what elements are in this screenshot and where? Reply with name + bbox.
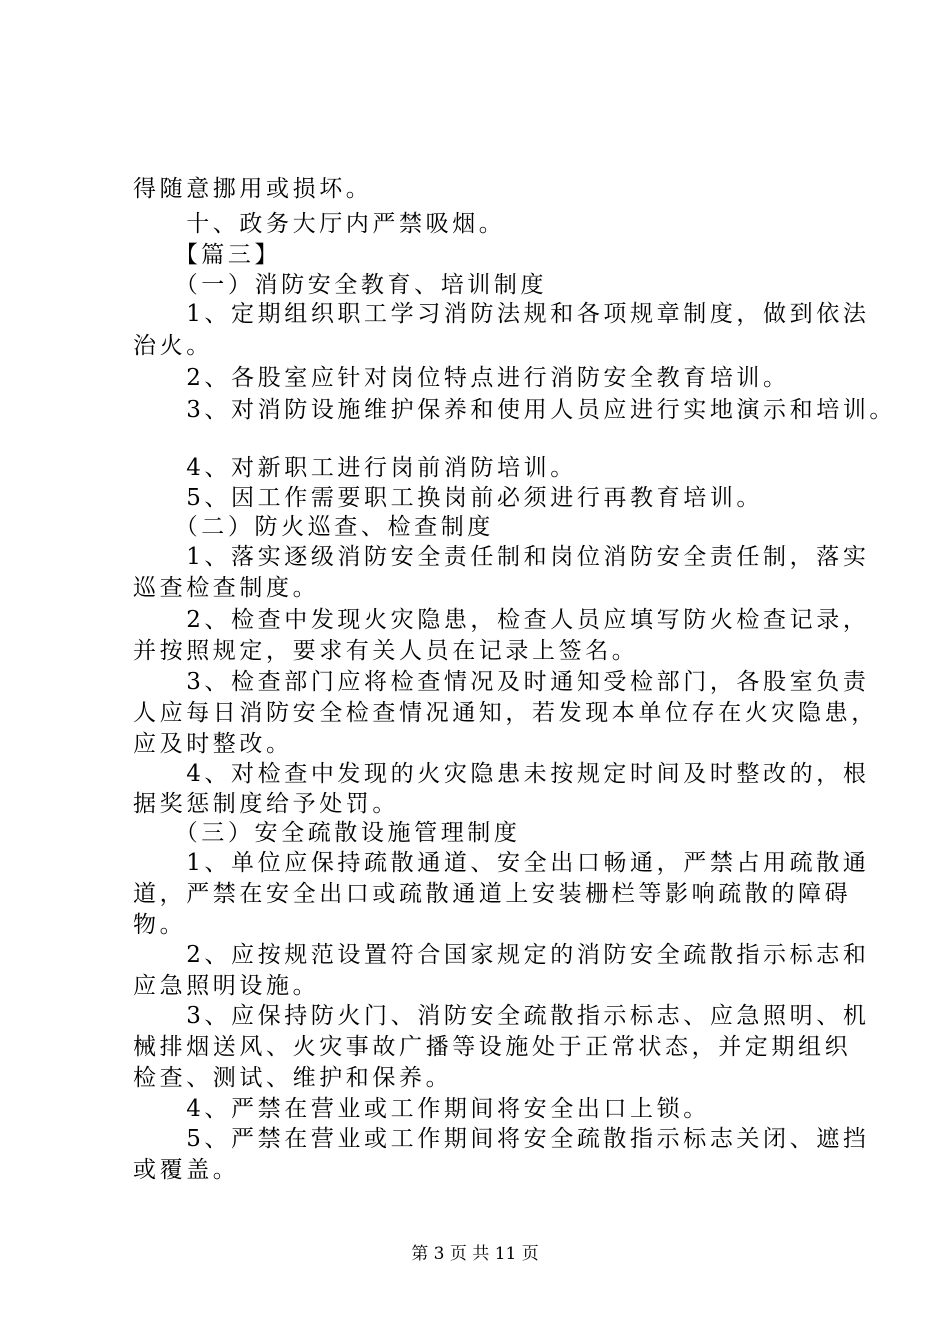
text-line: 2、各股室应针对岗位特点进行消防安全教育培训。 (133, 365, 790, 391)
section-heading: （三）安全疏散设施管理制度 (133, 820, 521, 846)
text-line: 1、定期组织职工学习消防法规和各项规章制度，做到依法 (133, 301, 870, 327)
text-line: 1、单位应保持疏散通道、安全出口畅通，严禁占用疏散通 (133, 850, 870, 876)
text-line: 【篇三】 (133, 242, 282, 268)
text-line: 人应每日消防安全检查情况通知，若发现本单位存在火灾隐患， (133, 700, 878, 726)
text-line: 检查、测试、维护和保养。 (133, 1065, 453, 1091)
text-line: 得随意挪用或损坏。 (133, 176, 373, 202)
section-heading: （二）防火巡查、检查制度 (133, 514, 494, 540)
text-line: 4、对检查中发现的火灾隐患未按规定时间及时整改的，根 (133, 761, 870, 787)
section-heading: （一）消防安全教育、培训制度 (133, 272, 548, 298)
text-line: 4、严禁在营业或工作期间将安全出口上锁。 (133, 1096, 710, 1122)
text-line: 物。 (133, 912, 187, 938)
text-line: 械排烟送风、火灾事故广播等设施处于正常状态，并定期组织 (133, 1034, 852, 1060)
text-line: 2、应按规范设置符合国家规定的消防安全疏散指示标志和 (133, 942, 870, 968)
text-line: 应及时整改。 (133, 731, 293, 757)
text-line: 5、严禁在营业或工作期间将安全疏散指示标志关闭、遮挡 (133, 1126, 870, 1152)
text-line: 十、政务大厅内严禁吸烟。 (133, 211, 506, 237)
text-line: 5、因工作需要职工换岗前必须进行再教育培训。 (133, 485, 764, 511)
text-line: 3、应保持防火门、消防安全疏散指示标志、应急照明、机 (133, 1003, 870, 1029)
text-line: 应急照明设施。 (133, 973, 320, 999)
text-line: 或覆盖。 (133, 1157, 240, 1183)
text-line: 治火。 (133, 333, 213, 359)
text-line: 1、落实逐级消防安全责任制和岗位消防安全责任制，落实 (133, 544, 870, 570)
text-line: 2、检查中发现火灾隐患，检查人员应填写防火检查记录， (133, 607, 870, 633)
text-line: 巡查检查制度。 (133, 575, 320, 601)
text-line: 4、对新职工进行岗前消防培训。 (133, 455, 577, 481)
text-line: 3、检查部门应将检查情况及时通知受检部门，各股室负责 (133, 669, 870, 695)
text-line: 并按照规定，要求有关人员在记录上签名。 (133, 638, 639, 664)
text-line: 道，严禁在安全出口或疏散通道上安装栅栏等影响疏散的障碍 (133, 881, 852, 907)
text-line: 3、对消防设施维护保养和使用人员应进行实地演示和培训。 (133, 397, 897, 423)
text-line: 据奖惩制度给予处罚。 (133, 791, 399, 817)
page-footer: 第 3 页 共 11 页 (411, 1244, 539, 1264)
